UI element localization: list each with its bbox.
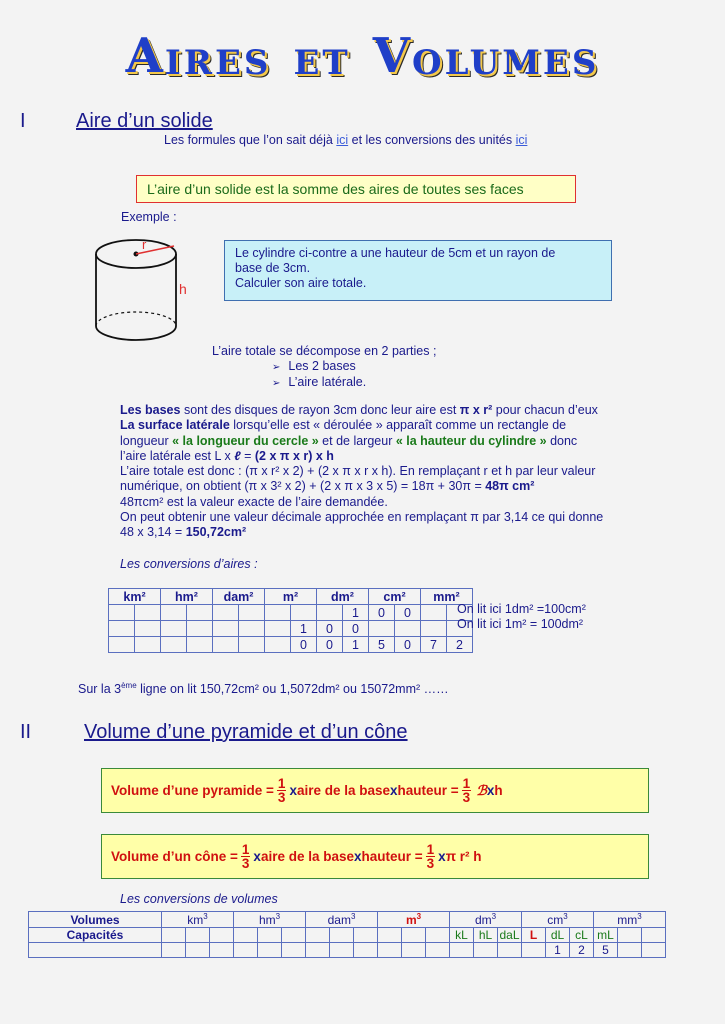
cone-formula-box: Volume d’un cône = $\frac{1}{3}$ x aire de la base x hauteur = $\frac{1}{3}$ x π r² h: [101, 834, 649, 879]
volume-conversions-title: Les conversions de volumes: [120, 892, 278, 906]
table-row: Capacités kL hL daL L dL cL mL: [29, 928, 666, 943]
height-label: h: [179, 281, 187, 297]
table-row: 0 0 1 5 0 7 2: [109, 637, 473, 653]
table-row: Volumes $km^3$ $hm^3$ dam$^3$ $m^3$ $dm^3$ $cm^3$ $mm^3$: [29, 912, 666, 928]
conversion-notes: On lit ici 1dm² =100cm² On lit ici 1m² = 100dm²: [457, 602, 586, 632]
banner-word-olumes: OLUMES: [411, 43, 600, 83]
fraction: $\frac{1}{3}$: [277, 776, 286, 805]
exercise-box: Le cylindre ci-contre a une hauteur de 5cm et un rayon de base de 3cm. Calculer son aire totale.: [224, 240, 612, 301]
section-1-title: I Aire d’un solide: [20, 110, 213, 132]
table-row: km² hm² dam² m² dm² cm² mm²: [109, 589, 473, 605]
banner-letter-a: A: [125, 28, 163, 84]
fraction: $\frac{1}{3}$: [462, 776, 471, 805]
example-label: Exemple :: [121, 210, 177, 224]
conversions-link[interactable]: ici: [515, 133, 528, 147]
pyramid-formula-box: Volume d’une pyramide = $\frac{1}{3}$ x aire de la base x hauteur = $\frac{1}{3}$ ℬ x h: [101, 768, 649, 813]
fraction: $\frac{1}{3}$: [241, 842, 250, 871]
cylinder-drawing: [90, 236, 200, 346]
list-item: ➢ Les 2 bases: [272, 359, 356, 373]
banner-letter-v: V: [372, 28, 410, 84]
table-row: 1 0 0: [109, 605, 473, 621]
area-conversions-title: Les conversions d’aires :: [120, 557, 258, 571]
decompose-text: L’aire totale se décompose en 2 parties ;: [212, 344, 437, 358]
fraction: $\frac{1}{3}$: [426, 842, 435, 871]
intro-line: Les formules que l’on sait déjà ici et les conversions des unités ici: [164, 133, 528, 147]
title-banner: [105, 18, 620, 84]
section-2-title: II Volume d’une pyramide et d’un cône: [20, 721, 408, 743]
area-conversion-table: [108, 588, 473, 653]
radius-label: r: [142, 237, 147, 252]
formulas-link[interactable]: ici: [336, 133, 349, 147]
solution-text: Les bases sont des disques de rayon 3cm donc leur aire est π x r² pour chacun d’eux La surface latérale lorsqu’elle est « déroulée » apparaît comme un rectangle de longueur « la longueur du cercle » et de largeur « la hauteur du cylindre » donc l’aire latérale est L x ℓ = (2 x π x r) x h L’aire totale est donc : (π x r² x 2) + (2 x π x r x h). En remplaçant r et h par leur valeur numérique, on obtient (π x 3² x 2) + (2 x π x 3 x 5) = 18π + 30π = 48π cm² 48πcm² est la valeur exacte de l’aire demandée. On peut obtenir une valeur décimale approchée en remplaçant π par 3,14 ce qui donne 48 x 3,14 = 150,72cm²: [120, 403, 604, 540]
table-row: 1 2 5: [29, 943, 666, 958]
rule-box: L’aire d’un solide est la somme des aires de toutes ses faces: [136, 175, 576, 203]
table-row: 1 0 0: [109, 621, 473, 637]
banner-word-et: ET: [293, 43, 351, 83]
third-line-text: Sur la 3ème ligne on lit 150,72cm² ou 1,5072dm² ou 15072mm² ……: [78, 681, 449, 697]
volume-conversion-table: [28, 911, 666, 958]
banner-word-ires: IRES: [164, 43, 272, 83]
list-item: ➢ L’aire latérale.: [272, 375, 367, 390]
bullet-list: [272, 359, 366, 392]
